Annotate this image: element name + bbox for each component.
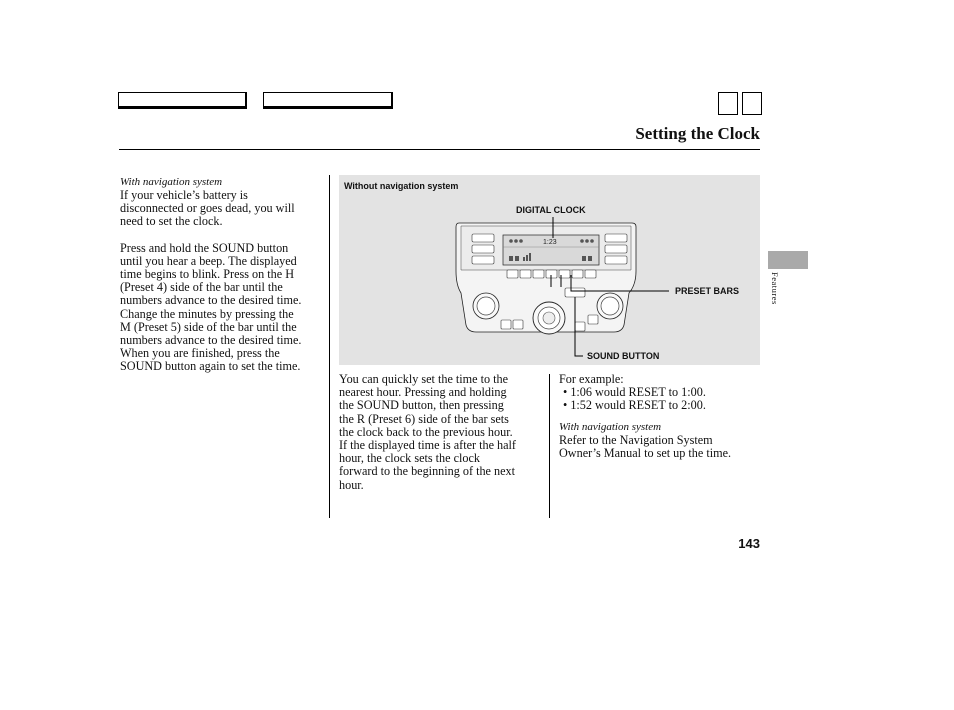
list-item: • 1:06 would RESET to 1:00.: [563, 385, 706, 400]
list-item-text: 1:52 would RESET to 2:00.: [570, 398, 706, 413]
label-preset-bars: PRESET BARS: [675, 286, 740, 296]
middle-column: [339, 373, 544, 492]
left-paragraph-1: [120, 189, 328, 229]
text-line: until you hear a beep. The displayed: [120, 253, 297, 268]
nav-tab-contents[interactable]: [118, 92, 247, 109]
figure-caption: Without navigation system: [344, 181, 459, 191]
text-line: You can quickly set the time to the: [339, 372, 509, 386]
text-line: SOUND button again to set the time.: [120, 359, 301, 374]
text-line: time begins to blink. Press on the H: [120, 267, 294, 282]
text-line: need to set the clock.: [120, 214, 223, 229]
page-title: Setting the Clock: [635, 124, 760, 143]
text-line: hour.: [339, 477, 364, 492]
page-number: 143: [738, 536, 760, 551]
list-item: • 1:52 would RESET to 2:00.: [563, 398, 706, 413]
text-line: disconnected or goes dead, you will: [120, 201, 295, 216]
text-line: Press and hold the SOUND button: [120, 240, 289, 255]
label-sound-button: SOUND BUTTON: [587, 351, 660, 361]
column-divider-2: [549, 374, 550, 518]
section-label: Features: [770, 272, 780, 305]
section-tab: [768, 251, 808, 269]
nav-next-page-button[interactable]: [742, 92, 762, 115]
nav-tab-index[interactable]: [263, 92, 393, 109]
text-line: the SOUND button, then pressing: [339, 398, 504, 413]
example-intro: For example:: [559, 372, 624, 386]
text-line: Change the minutes by pressing the: [120, 306, 294, 321]
text-line: nearest hour. Pressing and holding: [339, 385, 507, 400]
text-line: forward to the beginning of the next: [339, 464, 515, 479]
text-line: numbers advance to the desired time.: [120, 293, 302, 308]
qualifier-nav-2: With navigation system: [559, 420, 662, 433]
display-clock-time: 1:23: [543, 239, 557, 246]
text-line: M (Preset 5) side of the bar until the: [120, 319, 297, 334]
text-line: the R (Preset 6) side of the bar sets: [339, 411, 509, 426]
nav-prev-page-button[interactable]: [718, 92, 738, 115]
text-line: hour, the clock sets the clock: [339, 451, 480, 466]
left-paragraph-2: [120, 242, 328, 374]
right-column: [559, 373, 759, 460]
list-item-text: 1:06 would RESET to 1:00.: [570, 385, 706, 400]
text-line: Refer to the Navigation System: [559, 432, 713, 447]
text-line: (Preset 4) side of the bar until the: [120, 280, 283, 295]
nav-reference-text: [559, 434, 759, 460]
example-list: [559, 386, 759, 412]
column-divider-1: [329, 175, 330, 518]
title-rule: [119, 149, 760, 150]
left-column: [120, 176, 328, 374]
text-line: the clock back to the previous hour.: [339, 424, 513, 439]
text-line: If your vehicle’s battery is: [120, 188, 248, 202]
text-line: If the displayed time is after the half: [339, 438, 516, 453]
figure-panel: [339, 175, 760, 365]
label-digital-clock: DIGITAL CLOCK: [516, 205, 586, 215]
text-line: When you are finished, press the: [120, 346, 280, 361]
text-line: Owner’s Manual to set up the time.: [559, 445, 732, 460]
climate-audio-panel-illustration: [339, 175, 760, 365]
qualifier-nav: With navigation system: [120, 176, 223, 188]
text-line: numbers advance to the desired time.: [120, 333, 302, 348]
